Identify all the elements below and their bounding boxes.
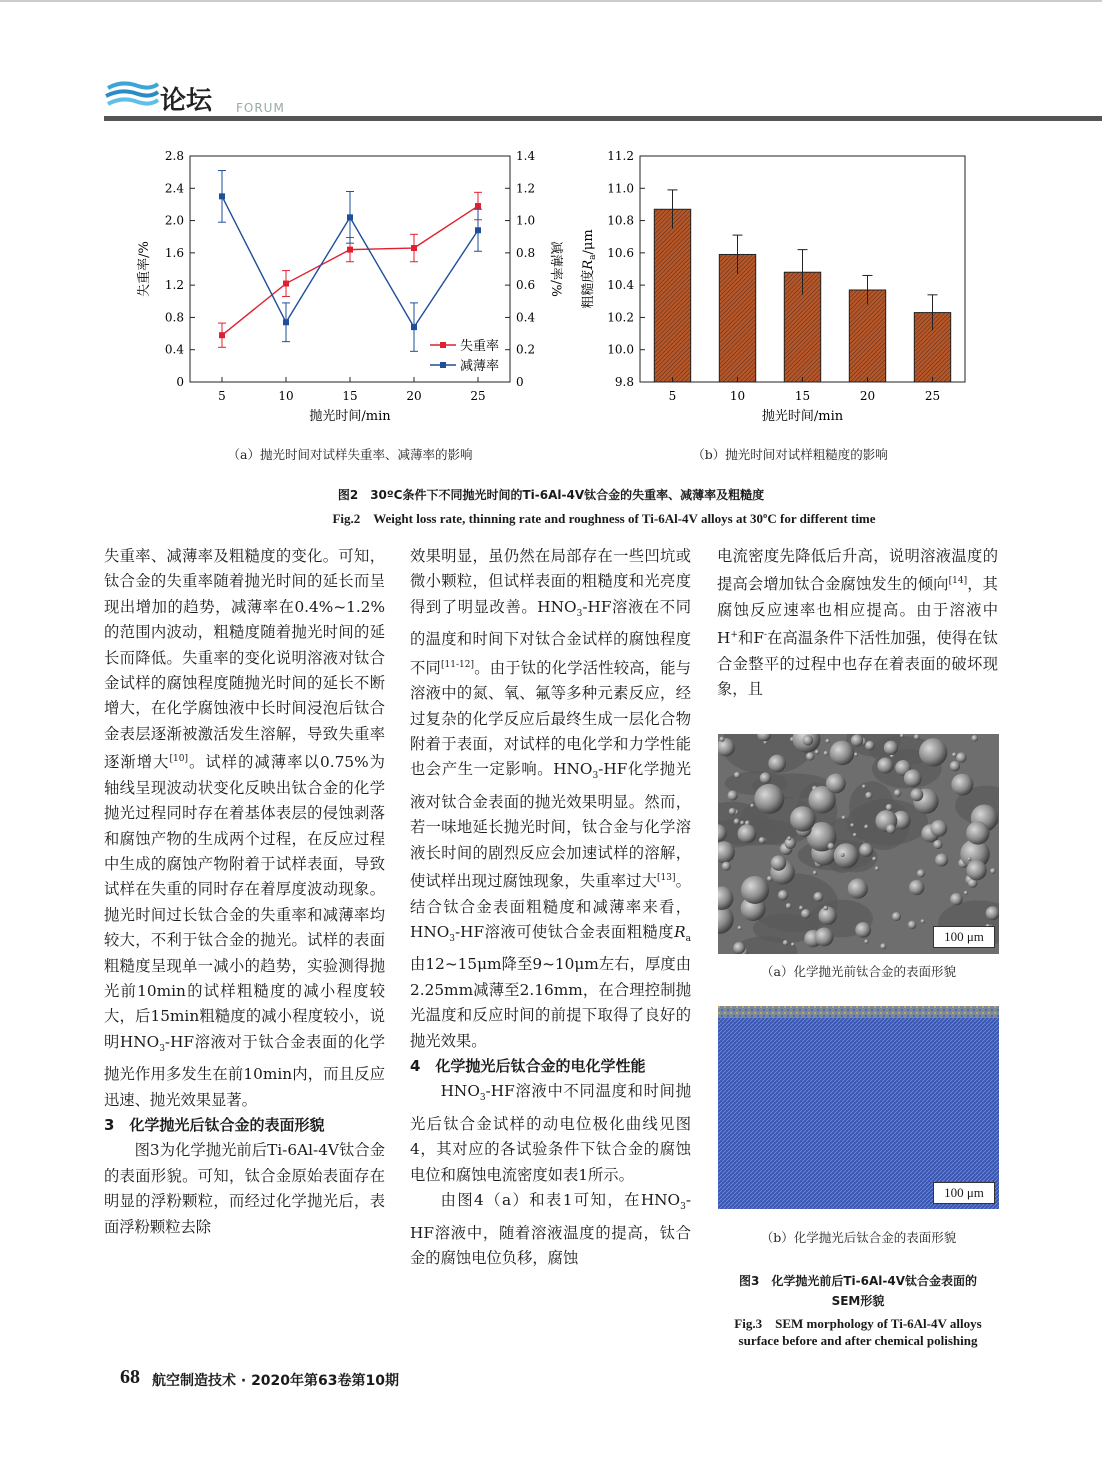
- sem-particle: [935, 854, 948, 867]
- legend-label: 失重率: [460, 339, 500, 354]
- paragraph: 图3为化学抛光前后Ti-6Al-4V钛合金的表面形貌。可知，钛合金原始表面存在明显的浮粉颗粒，而经过化学抛光后，表面浮粉颗粒去除: [104, 1141, 385, 1236]
- sem-particle: [956, 752, 966, 762]
- x-tick-label: 10: [278, 389, 294, 403]
- sem-particle: [853, 833, 857, 837]
- sem-particle: [799, 906, 803, 910]
- paragraph: $HNO_3-HF$溶液中不同温度和时间抛光后钛合金试样的动电位极化曲线见图4，其对应的各试验条件下钛合金的腐蚀电位和腐蚀电流密度如表1所示。: [410, 1082, 691, 1184]
- sem-particle: [754, 784, 784, 814]
- y-tick-label: 10.6: [607, 245, 634, 260]
- sem-particle: [855, 922, 871, 938]
- sem-image-before: [718, 734, 999, 954]
- data-point-1: [347, 247, 353, 253]
- section-title-cn: 论坛: [160, 86, 213, 116]
- figure2-caption-b: （b）抛光时间对试样粗糙度的影响: [692, 447, 888, 462]
- figure3-title-en-1: Fig.3 SEM morphology of Ti-6Al-4V alloys: [734, 1316, 982, 1331]
- data-point-2: [283, 319, 289, 325]
- section-heading-3: 3 化学抛光后钛合金的表面形貌: [104, 1116, 325, 1135]
- page-number: 68: [120, 1366, 140, 1388]
- legend-marker: [440, 342, 446, 348]
- sem-particle: [864, 939, 868, 943]
- sem-particle: [950, 761, 960, 771]
- y-tick-label: 11.0: [607, 181, 634, 196]
- sem-particle: [859, 843, 873, 857]
- sem-particle: [783, 940, 788, 945]
- sem-image-after: [718, 1006, 999, 1209]
- sem-particle: [904, 769, 922, 787]
- y-tick-label-left: 1.2: [164, 278, 184, 293]
- sem-particle: [842, 816, 846, 820]
- y-axis-label: 粗糙度$R_a/\mu m$: [581, 229, 598, 309]
- x-axis-label: 抛光时间/min: [761, 409, 844, 424]
- y-tick-label-left: 2.8: [164, 149, 184, 163]
- x-tick-label: 15: [342, 389, 358, 403]
- sem-particle: [909, 880, 924, 895]
- top-rule: [0, 0, 1102, 2]
- figure3-caption-a: （a）化学抛光前钛合金的表面形貌: [761, 964, 956, 979]
- sem-particle: [771, 855, 786, 870]
- sem-particle: [914, 734, 920, 740]
- paragraph: 由图4（a）和表1可知，在$HNO_3-HF$溶液中，随着溶液温度的提高，钛合金的腐蚀电位负移，腐蚀: [410, 1191, 691, 1267]
- x-tick-label: 15: [794, 389, 811, 403]
- sem-particle: [813, 871, 817, 875]
- x-tick-label: 25: [470, 389, 486, 403]
- x-axis-label: 抛光时间/min: [309, 409, 391, 424]
- y-tick-label-right: 0.2: [516, 342, 536, 357]
- sem-particle: [967, 857, 971, 861]
- sem-particle: [964, 891, 968, 895]
- sem-particle: [824, 751, 829, 756]
- paragraph: 电流密度先降低后升高，说明溶液温度的提高会增加钛合金腐蚀发生的倾向[14]，其腐蚀反应速率也相应提高。由于溶液中H+和F-在高温条件下活性加强，使得在钛合金整平的过程中也存在着表面的破坏现象，且: [717, 547, 998, 699]
- legend-label: 减薄率: [460, 359, 500, 374]
- sem-particle: [733, 942, 745, 954]
- text-column-3: [717, 544, 998, 703]
- x-tick-label: 5: [218, 389, 226, 403]
- sem-particle: [950, 893, 962, 905]
- sem-particle: [801, 909, 811, 919]
- sem-particle: [806, 752, 814, 760]
- sem-particle: [931, 820, 948, 837]
- paragraph: 失重率、减薄率及粗糙度的变化。可知，钛合金的失重率随着抛光时间的延长而呈现出增加的趋势，减薄率在0.4%~1.2%的范围内波动，粗糙度随着抛光时间的延长而降低。失重率的变化说明溶液对钛合金试样的腐蚀程度随抛光时间的延长不断增大，在化学腐蚀液中长时间浸泡后钛合金表层逐渐被激活发生溶解，导致失重率逐渐增大[10]。试样的减薄率以0.75%为轴线呈现波动状变化反映出钛合金的化学抛光过程同时存在着基体表层的侵蚀剥落和腐蚀产物的生成两个过程，在反应过程中生成的腐蚀产物附着于试样表面，导致试样在失重的同时存在着厚度波动现象。抛光时间过长钛合金的失重率和减薄率均较大，不利于钛合金的抛光。试样的表面粗糙度呈现单一减小的趋势，实验测得抛光前10min的试样粗糙度的减小程度较大，后15min粗糙度的减小程度较小，说明$HNO_3-HF$溶液对于钛合金表面的化学抛光作用多发生在前10min内，而且反应迅速、抛光效果显著。: [104, 547, 386, 1109]
- sem-particle: [728, 790, 738, 800]
- sem-particle: [787, 836, 791, 840]
- journal-name: 航空制造技术 · 2020年第63卷第10期: [152, 1373, 399, 1389]
- paragraph: 效果明显，虽仍然在局部存在一些凹坑或微小颗粒，但试样表面的粗糙度和光亮度得到了明显改善。$HNO_3-HF$溶液在不同的温度和时间下对钛合金试样的腐蚀程度不同[11-12]。由于钛的化学活性较高，能与溶液中的氮、氧、氟等多种元素反应，经过复杂的化学反应后最终生成一层化合物附着于表面，对试样的电化学和力学性能也会产生一定影响。$HNO_3-HF$化学抛光液对钛合金表面的抛光效果明显。然而，若一味地延长抛光时间，钛合金与化学溶液长时间的剧烈反应会加速试样的溶解，使试样出现过腐蚀现象，失重率过大[13]。结合钛合金表面粗糙度和减薄率来看，$HNO_3-HF$溶液可使钛合金表面粗糙度$R_a$由12~15μm降至9~10μm左右，厚度由2.25mm减薄至2.16mm，在合理控制抛光温度和反应时间的前提下取得了良好的抛光效果。: [410, 547, 691, 1050]
- chart-roughness: [570, 140, 1000, 430]
- sem-particle: [815, 750, 820, 755]
- sem-particle: [786, 903, 792, 909]
- sem-particle: [886, 824, 896, 834]
- x-tick-label: 20: [859, 389, 876, 403]
- sem-particle: [768, 755, 786, 773]
- x-tick-label: 20: [406, 389, 422, 403]
- sem-particle: [854, 752, 858, 756]
- sem-particle: [880, 943, 886, 949]
- sem-particle: [828, 843, 835, 850]
- y-tick-label: 10.2: [607, 310, 634, 325]
- sem-particle: [791, 942, 795, 946]
- y-axis-label-left: 失重率/%: [137, 241, 152, 297]
- text-column-1: [104, 544, 385, 1240]
- sem-particle: [729, 808, 736, 815]
- sem-particle: [921, 919, 925, 923]
- sem-particle: [910, 788, 923, 801]
- forum-logo-icon: [104, 78, 160, 114]
- y-tick-label-left: 1.6: [164, 245, 184, 260]
- section-heading-4: 4 化学抛光后钛合金的电化学性能: [410, 1057, 646, 1076]
- sem-particle: [790, 806, 815, 831]
- sem-particle: [738, 824, 757, 843]
- sem-particle: [872, 857, 876, 861]
- sem-particle: [952, 752, 956, 756]
- y-tick-label-right: 0.8: [516, 245, 536, 260]
- sem-particle: [966, 860, 986, 880]
- sem-particle: [815, 928, 834, 947]
- sem-particle: [892, 912, 901, 921]
- data-point-2: [347, 214, 353, 220]
- text-column-2: [410, 544, 691, 1271]
- sem-particle: [917, 869, 925, 877]
- y-tick-label-left: 0.4: [164, 342, 184, 357]
- sem-particle: [738, 926, 742, 930]
- sem-particle: [734, 818, 740, 824]
- y-tick-label-right: 0.6: [516, 278, 536, 293]
- sem-particle: [971, 735, 977, 741]
- figure2-title-en: Fig.2 Weight loss rate, thinning rate and roughness of Ti-6Al-4V alloys at 30ºC for different time: [332, 511, 876, 526]
- figure3-title-en-2: surface before and after chemical polishing: [738, 1333, 978, 1348]
- figure2-title-cn: 图2 30ºC条件下不同抛光时间的Ti-6Al-4V钛合金的失重率、减薄率及粗糙度: [337, 488, 765, 502]
- sem-particle: [850, 823, 854, 827]
- sem-particle: [848, 879, 868, 899]
- sem-particle: [803, 735, 813, 745]
- x-tick-label: 25: [924, 389, 941, 403]
- chart-weight-thinning: [130, 140, 570, 430]
- sem-particle: [933, 840, 942, 849]
- sem-particle: [834, 843, 859, 868]
- sem-particle: [877, 758, 893, 774]
- figure2-caption-a: （a）抛光时间对试样失重率、减薄率的影响: [227, 447, 473, 462]
- sem-particle: [865, 792, 872, 799]
- sem-particle: [908, 921, 916, 929]
- data-point-1: [219, 332, 225, 338]
- scale-bar-b: 100 μm: [933, 1182, 995, 1204]
- sem-particle: [759, 837, 765, 843]
- y-tick-label-left: 2.0: [164, 213, 184, 228]
- data-point-1: [475, 203, 481, 209]
- data-point-1: [411, 245, 417, 251]
- y-tick-label-left: 0.8: [164, 310, 184, 325]
- sem-particle: [778, 890, 788, 900]
- sem-particle: [884, 741, 898, 755]
- sem-particle: [919, 738, 947, 766]
- sem-particle: [826, 774, 846, 794]
- data-point-2: [411, 324, 417, 330]
- y-tick-label-right: 1.2: [516, 181, 536, 196]
- sem-particle: [851, 734, 863, 746]
- x-tick-label: 5: [668, 389, 677, 403]
- sem-particle: [814, 892, 824, 902]
- data-point-2: [475, 227, 481, 233]
- scale-bar-a: 100 μm: [933, 926, 995, 948]
- sem-after-texture: [718, 1006, 999, 1209]
- sem-particle: [741, 876, 769, 904]
- sem-particle: [750, 804, 754, 808]
- sem-particle: [830, 741, 855, 766]
- sem-particle: [760, 772, 771, 783]
- y-tick-label-right: 1.0: [516, 213, 536, 228]
- y-tick-label: 11.2: [607, 149, 634, 163]
- sem-particle: [966, 821, 989, 844]
- sem-particle: [740, 821, 744, 825]
- figure3-title-cn-1: 图3 化学抛光前后Ti-6Al-4V钛合金表面的: [739, 1274, 977, 1288]
- legend-marker: [440, 362, 446, 368]
- sem-particle: [990, 868, 996, 874]
- sem-particle: [875, 866, 879, 870]
- x-tick-label: 10: [729, 389, 746, 403]
- y-tick-label: 10.0: [607, 342, 634, 357]
- sem-particle: [894, 789, 901, 796]
- y-tick-label-left: 2.4: [164, 181, 184, 196]
- sem-particle: [719, 736, 724, 741]
- figure3-title-cn-2: SEM形貌: [831, 1294, 885, 1308]
- data-point-2: [219, 193, 225, 199]
- y-axis-label-right: 减薄率/%: [548, 241, 563, 297]
- y-tick-label-left: 0: [176, 375, 184, 389]
- y-tick-label: 9.8: [614, 375, 634, 389]
- sem-particle: [862, 785, 866, 789]
- sem-particle: [864, 825, 868, 829]
- sem-particle: [865, 741, 875, 751]
- y-tick-label-right: 1.4: [516, 149, 536, 163]
- data-point-1: [283, 281, 289, 287]
- bar: [654, 209, 690, 382]
- sem-particle: [986, 906, 999, 920]
- sem-particle: [825, 739, 829, 743]
- section-title-en: FORUM: [236, 101, 285, 115]
- sem-particle: [734, 772, 740, 778]
- y-tick-label: 10.4: [607, 278, 634, 293]
- sem-particle: [722, 862, 731, 871]
- sem-before-texture: [718, 734, 999, 954]
- y-tick-label-right: 0: [516, 375, 524, 389]
- y-tick-label-right: 0.4: [516, 310, 536, 325]
- sem-particle: [886, 804, 893, 811]
- sem-particle: [951, 774, 973, 796]
- sem-particle: [841, 853, 845, 857]
- header-rule: [104, 116, 1102, 121]
- sem-particle: [823, 906, 828, 911]
- figure3-caption-b: （b）化学抛光后钛合金的表面形貌: [760, 1230, 957, 1245]
- y-tick-label: 10.8: [607, 213, 634, 228]
